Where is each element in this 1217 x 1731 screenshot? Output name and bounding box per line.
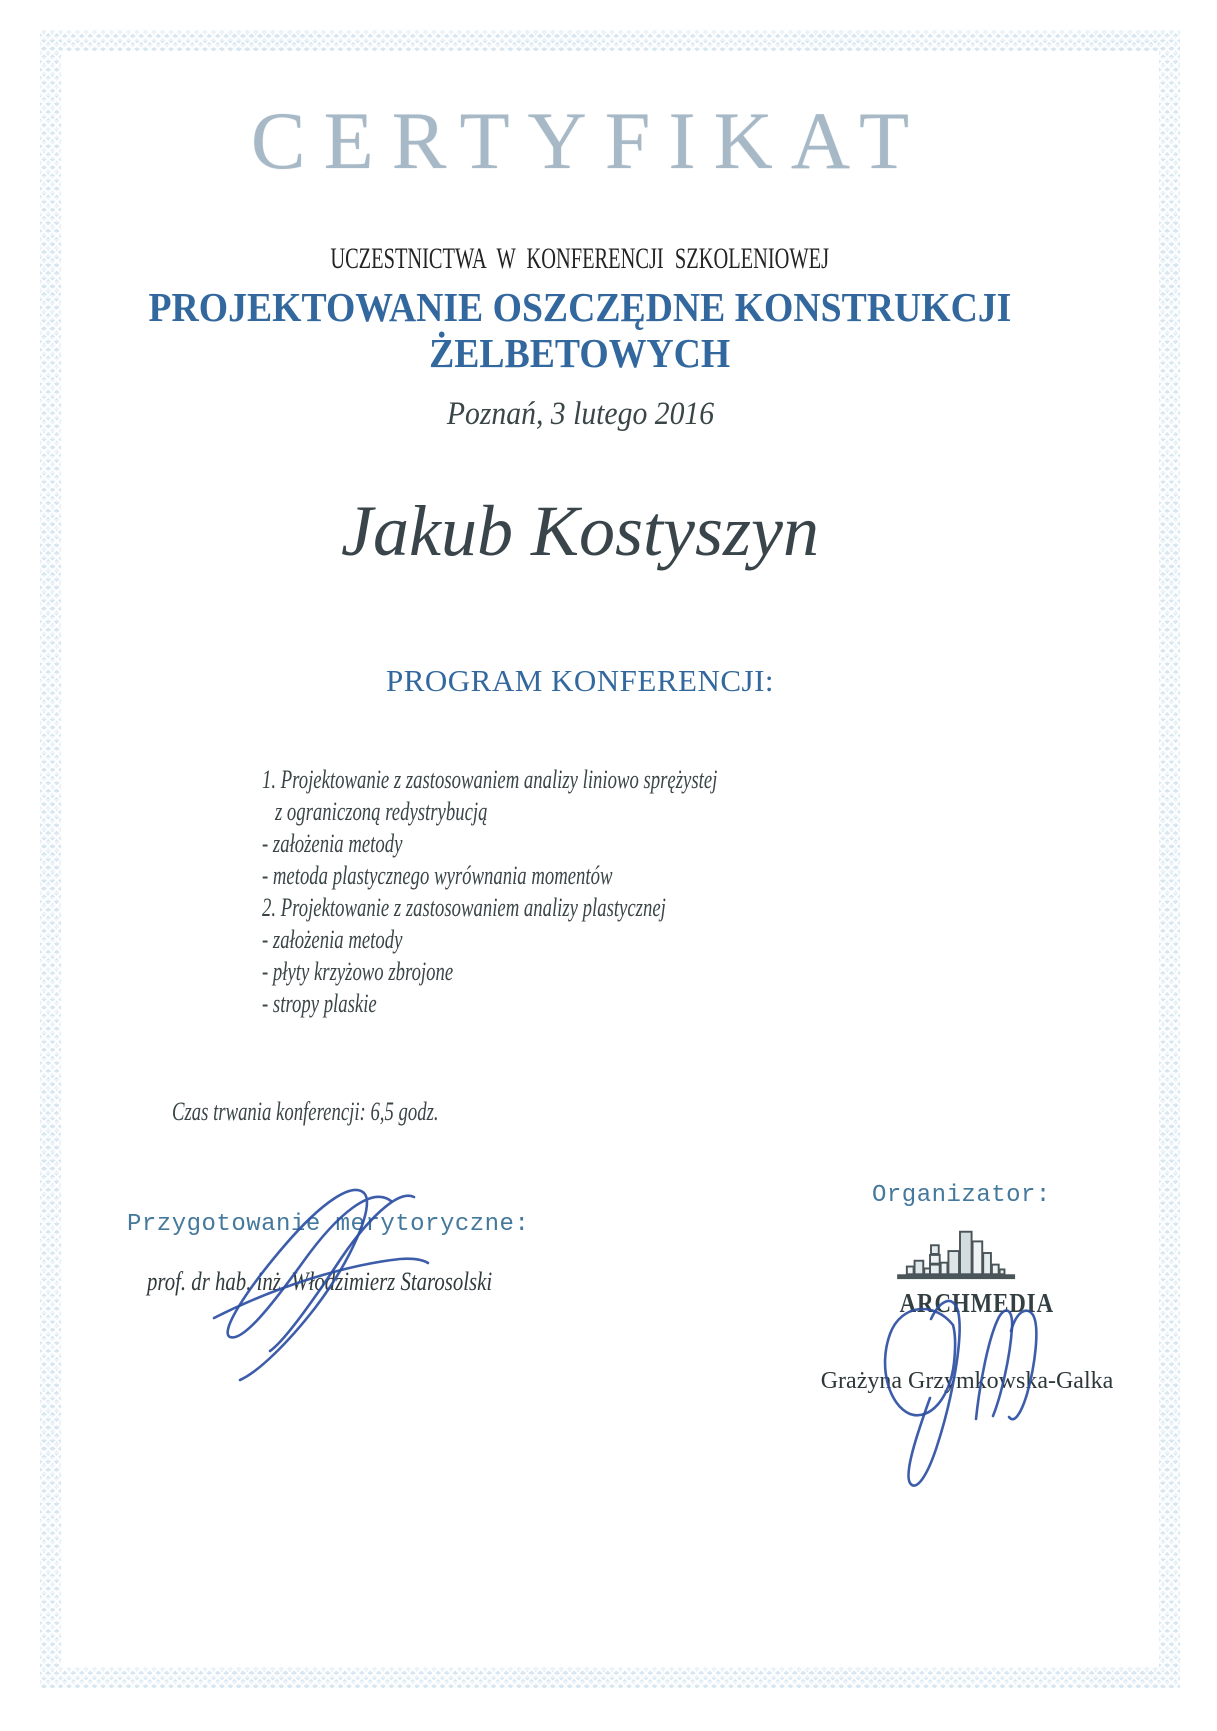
- recipient-name: Jakub Kostyszyn: [341, 491, 819, 571]
- program-item: - metoda plastycznego wyrównania momentów: [262, 861, 613, 890]
- program-item: - założenia metody: [262, 829, 403, 858]
- prepared-by-name: prof. dr hab. inż. Włodzimierz Starosolski: [147, 1267, 493, 1296]
- conference-place-date: Poznań, 3 lutego 2016: [446, 396, 714, 432]
- prepared-by-label: Przygotowanie merytoryczne:: [127, 1211, 530, 1238]
- conference-title-line1: PROJEKTOWANIE OSZCZĘDNE KONSTRUKCJI: [148, 284, 1012, 330]
- decorative-border-left: [40, 30, 61, 1688]
- logo-baseline: [897, 1274, 1015, 1279]
- certificate-title: CERTYFIKAT: [250, 95, 928, 186]
- program-list: [262, 764, 717, 1020]
- certificate-subtitle: [0, 242, 1160, 276]
- organizer-company-name: ARCHMEDIA: [899, 1288, 1054, 1318]
- program-item: - stropy plaskie: [262, 989, 377, 1018]
- program-item: 2. Projektowanie z zastosowaniem analizy plastycznej: [262, 893, 666, 922]
- duration-note: Czas trwania konferencji: 6,5 godz.: [172, 1097, 439, 1126]
- program-item: - płyty krzyżowo zbrojone: [262, 957, 454, 986]
- conference-title: [0, 284, 1160, 376]
- decorative-border-right: [1159, 30, 1180, 1688]
- certificate-subtitle-text: UCZESTNICTWA W KONFERENCJI SZKOLENIOWEJ: [330, 242, 830, 275]
- program-item: 1. Projektowanie z zastosowaniem analizy liniowo sprężystej: [262, 765, 718, 794]
- program-heading: PROGRAM KONFERENCJI:: [385, 663, 775, 698]
- organizer-label: Organizator:: [872, 1182, 1051, 1209]
- organizer-signatory-name: Grażyna Grzymkowska-Galka: [820, 1368, 1114, 1394]
- program-item: - założenia metody: [262, 925, 403, 954]
- city-skyline-bars-icon: [896, 1224, 1024, 1282]
- conference-title-line2: ŻELBETOWYCH: [429, 330, 731, 376]
- decorative-border-top: [40, 30, 1180, 51]
- decorative-border-bottom: [40, 1667, 1180, 1688]
- program-item-wrapped-line: z ograniczoną redystrybucją: [274, 797, 488, 826]
- organizer-logo-block: [886, 1224, 1054, 1319]
